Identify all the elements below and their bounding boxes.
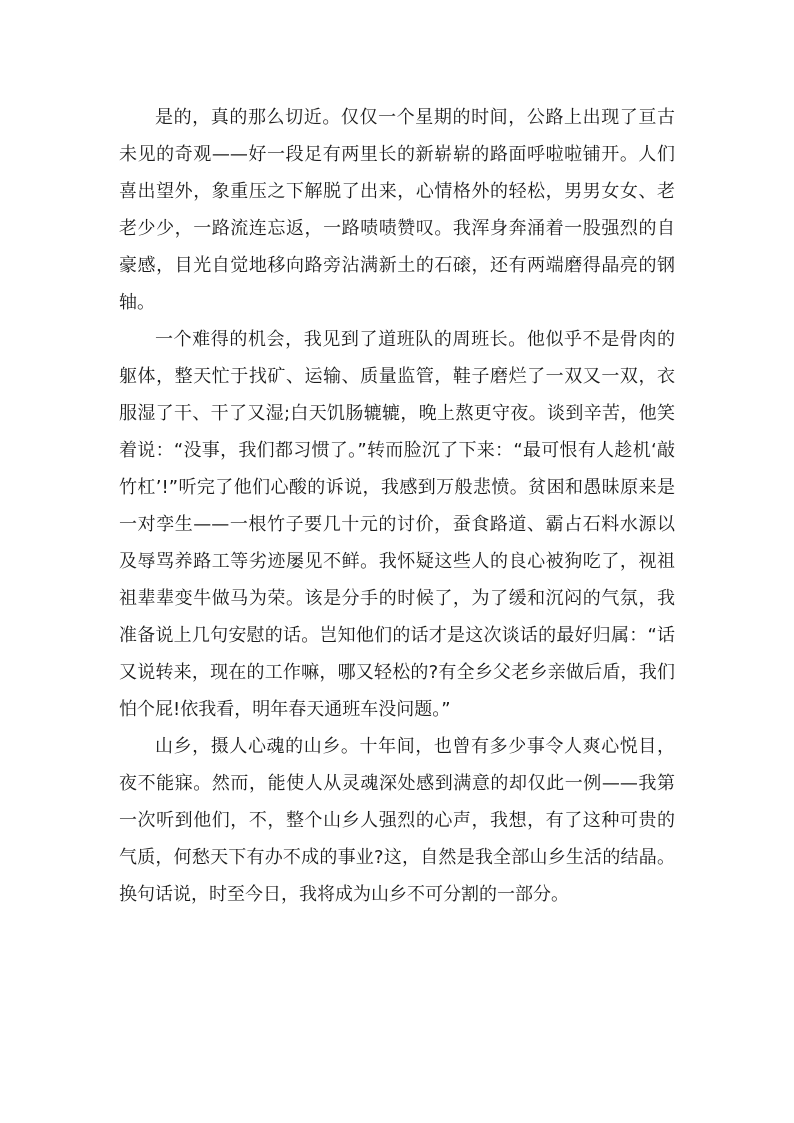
paragraph-3: 山乡，摄人心魂的山乡。十年间，也曾有多少事令人爽心悦目，夜不能寐。然而，能使人从灵魂深处感到满意的却仅此一例——我第一次听到他们，不，整个山乡人强烈的心声，我想，有了这种可贵的气质，何愁天下有办不成的事业?这，自然是我全部山乡生活的结晶。换句话说，时至今日，我将成为山乡不可分割的一部分。 <box>119 736 675 905</box>
paragraph-2: 一个难得的机会，我见到了道班队的周班长。他似乎不是骨肉的躯体，整天忙于找矿、运输、质量监管，鞋子磨烂了一双又一双，衣服湿了干、干了又湿;白天饥肠辘辘，晚上熬更守夜。谈到辛苦，他笑着说：“没事，我们都习惯了。”转而脸沉了下来：“最可恨有人趁机‘敲竹杠’!”听完了他们心酸的诉说，我感到万般悲愤。贫困和愚昧原来是一对孪生——一根竹子要几十元的讨价，蚕食路道、霸占石料水源以及辱骂养路工等劣迹屡见不鲜。我怀疑这些人的良心被狗吃了，视祖祖辈辈变牛做马为荣。该是分手的时候了，为了缓和沉闷的气氛，我准备说上几句安慰的话。岂知他们的话才是这次谈话的最好归属：“话又说转来，现在的工作嘛，哪又轻松的?有全乡父老乡亲做后盾，我们怕个屁!依我看，明年春天通班车没问题。” <box>119 329 675 720</box>
body-text <box>119 99 675 913</box>
paragraph-1: 是的，真的那么切近。仅仅一个星期的时间，公路上出现了亘古未见的奇观——好一段足有两里长的新崭崭的路面呼啦啦铺开。人们喜出望外，象重压之下解脱了出来，心情格外的轻松，男男女女、老老少少，一路流连忘返，一路啧啧赞叹。我浑身奔涌着一股强烈的自豪感，目光自觉地移向路旁沾满新土的石磙，还有两端磨得晶亮的钢轴。 <box>119 107 675 313</box>
